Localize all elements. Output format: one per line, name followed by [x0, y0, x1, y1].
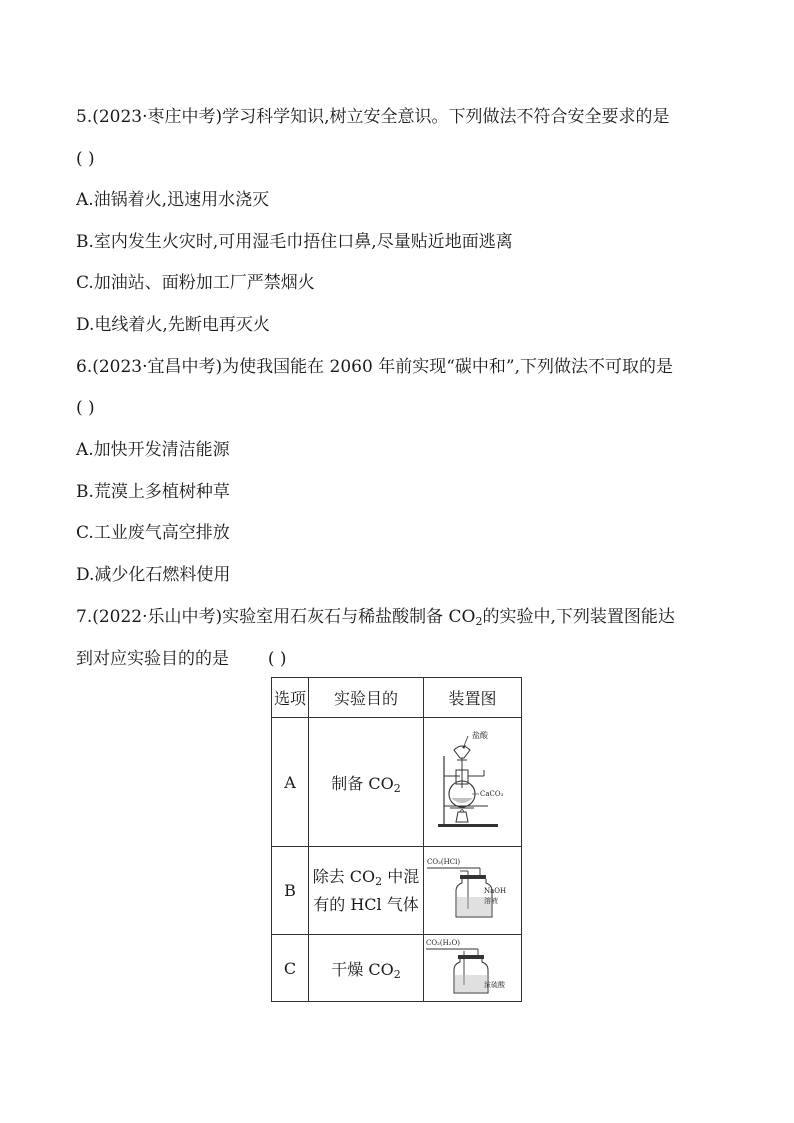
- co2-generation-apparatus-diagram: [424, 718, 521, 842]
- row-c-purpose-sub: 2: [393, 967, 401, 981]
- row-c-option: C: [272, 935, 309, 1002]
- q5-option-d: D.电线着火,先断电再灭火: [76, 315, 270, 335]
- table-row: [272, 718, 522, 847]
- q5-option-c: C.加油站、面粉加工厂严禁烟火: [76, 273, 315, 293]
- q7-stem: [76, 606, 675, 628]
- label-naoh: NaOH: [484, 887, 507, 895]
- table-header-row: [272, 678, 522, 718]
- label-concentrated-sulfuric-acid: 浓硫酸: [484, 981, 505, 989]
- row-c-apparatus: [424, 935, 522, 1002]
- header-apparatus: 装置图: [424, 678, 522, 718]
- row-c-purpose: [309, 935, 424, 1002]
- q6-option-c: C.工业废气高空排放: [76, 523, 230, 543]
- row-c-purpose-text: 干燥 CO: [331, 959, 394, 979]
- q6-option-a: A.加快开发清洁能源: [76, 440, 230, 460]
- q6-option-b: B.荒漠上多植树种草: [76, 482, 230, 502]
- q7-stem-line2: [76, 648, 286, 670]
- label-calcium-carbonate: CaCO₃: [480, 790, 504, 798]
- row-b-purpose-sub: 2: [375, 874, 383, 888]
- row-b-purpose-text-end: 中混: [382, 866, 420, 886]
- row-b-apparatus: [424, 847, 522, 935]
- row-b-purpose-line1: [309, 863, 423, 891]
- row-a-purpose-sub: 2: [393, 781, 401, 795]
- table-row: [272, 935, 522, 1002]
- row-a-purpose-text: 制备 CO: [331, 773, 394, 793]
- row-b-purpose-text: 除去 CO: [312, 866, 376, 886]
- label-solution: 溶液: [484, 897, 498, 905]
- row-a-option: A: [272, 718, 309, 847]
- gas-drying-bottle-sulfuric-acid-diagram: [424, 935, 521, 997]
- row-b-option: B: [272, 847, 309, 935]
- label-co2-h2o: CO₂(H₂O): [426, 939, 461, 947]
- q7-answer-blank[interactable]: ( ): [267, 649, 287, 669]
- row-a-apparatus: [424, 718, 522, 847]
- q5-stem: 5.(2023·枣庄中考)学习科学知识,树立安全意识。下列做法不符合安全要求的是: [76, 107, 670, 127]
- row-b-purpose: [309, 847, 424, 935]
- table-row: [272, 847, 522, 935]
- label-co2-hcl: CO₂(HCl): [427, 858, 461, 866]
- row-a-purpose: [309, 718, 424, 847]
- q7-stem-line2-text: 到对应实验目的的是: [76, 649, 229, 669]
- experiment-table: [271, 677, 522, 1002]
- q7-stem-text-end: 的实验中,下列装置图能达: [482, 607, 675, 627]
- header-option: 选项: [272, 678, 309, 718]
- q6-stem: 6.(2023·宜昌中考)为使我国能在 2060 年前实现“碳中和”,下列做法不可取的是: [76, 357, 674, 377]
- q5-answer-blank[interactable]: ( ): [76, 149, 95, 169]
- header-purpose: 实验目的: [309, 678, 424, 718]
- q7-stem-text: 7.(2022·乐山中考)实验室用石灰石与稀盐酸制备 CO: [76, 607, 476, 627]
- label-hydrochloric-acid: 盐酸: [472, 731, 488, 740]
- row-b-purpose-line2: 有的 HCl 气体: [313, 894, 419, 914]
- q5-option-a: A.油锅着火,迅速用水浇灭: [76, 190, 270, 210]
- q5-option-b: B.室内发生火灾时,可用湿毛巾捂住口鼻,尽量贴近地面逃离: [76, 232, 513, 252]
- q6-answer-blank[interactable]: ( ): [76, 398, 95, 418]
- q6-option-d: D.减少化石燃料使用: [76, 565, 231, 585]
- q7-stem-subscript: 2: [475, 615, 483, 628]
- gas-washing-bottle-naoh-diagram: [424, 847, 521, 930]
